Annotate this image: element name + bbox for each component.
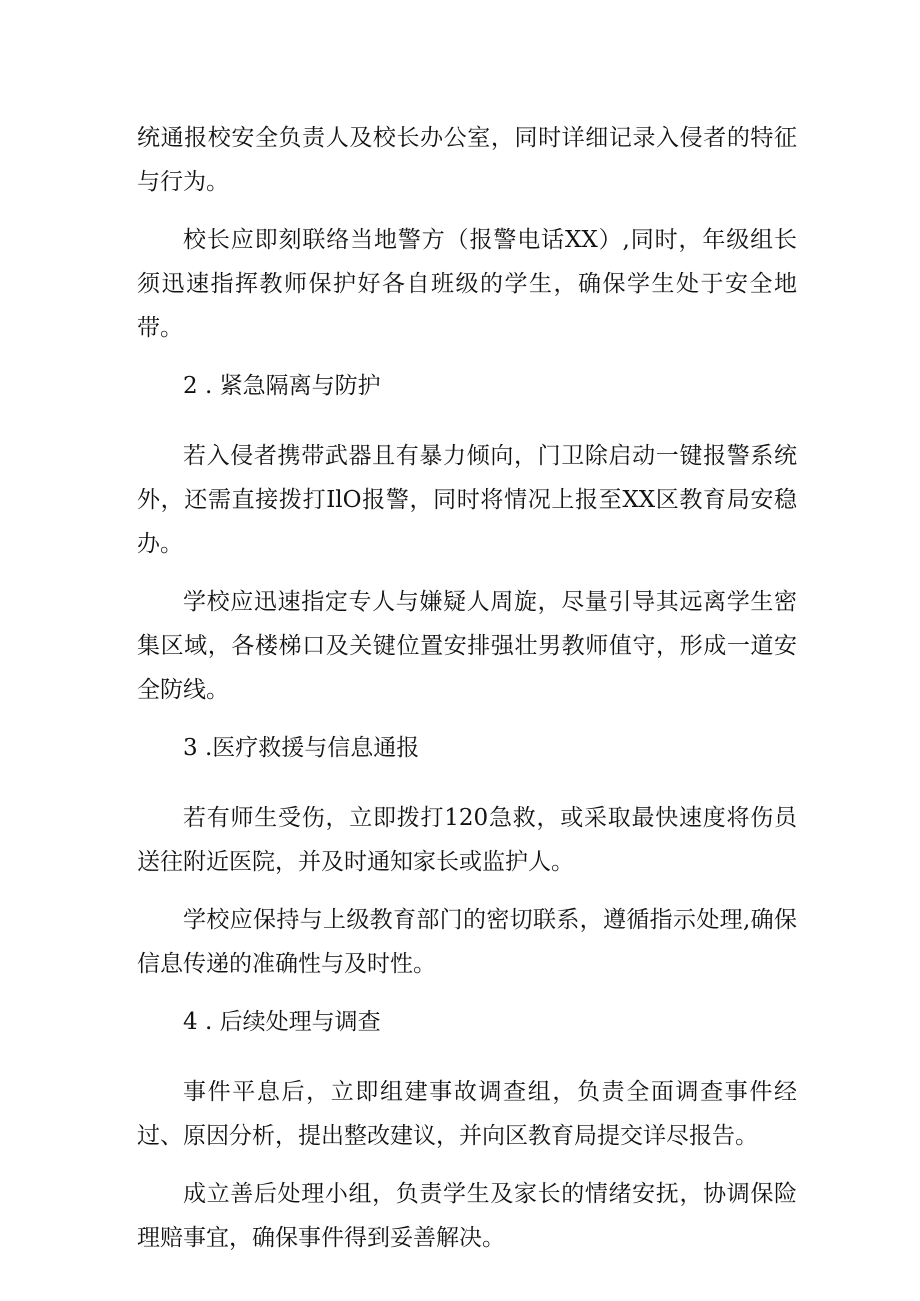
paragraph: 事件平息后，立即组建事故调查组，负责全面调查事件经过、原因分析，提出整改建议，并向区教育局提交详尽报告。 bbox=[137, 1079, 797, 1149]
paragraph: 学校应保持与上级教育部门的密切联系，遵循指示处理,确保信息传递的准确性与及时性。 bbox=[137, 907, 797, 977]
paragraph: 统通报校安全负责人及校长办公室，同时详细记录入侵者的特征与行为。 bbox=[137, 125, 797, 195]
paragraph: 若入侵者携带武器且有暴力倾向，门卫除启动一键报警系统外，还需直接拨打IlO报警，同时将情况上报至XX区教育局安稳办。 bbox=[137, 443, 797, 557]
paragraph: 学校应迅速指定专人与嫌疑人周旋，尽量引导其远离学生密集区域，各楼梯口及关键位置安排强壮男教师值守，形成一道安全防线。 bbox=[137, 589, 797, 703]
paragraph: 成立善后处理小组，负责学生及家长的情绪安抚，协调保险理赔事宜，确保事件得到妥善解决。 bbox=[137, 1181, 797, 1251]
paragraph: 若有师生受伤，立即拨打120急救，或采取最快速度将伤员送往附近医院，并及时通知家长或监护人。 bbox=[137, 805, 797, 875]
document-body bbox=[137, 116, 797, 1274]
section-heading: 3 .医疗救援与信息通报 bbox=[183, 735, 420, 761]
paragraph: 校长应即刻联络当地警方（报警电话XX）,同时，年级组长须迅速指挥教师保护好各自班级的学生，确保学生处于安全地带。 bbox=[137, 227, 797, 341]
section-heading: 4 . 后续处理与调查 bbox=[183, 1009, 381, 1035]
section-heading: 2 . 紧急隔离与防护 bbox=[183, 373, 381, 399]
